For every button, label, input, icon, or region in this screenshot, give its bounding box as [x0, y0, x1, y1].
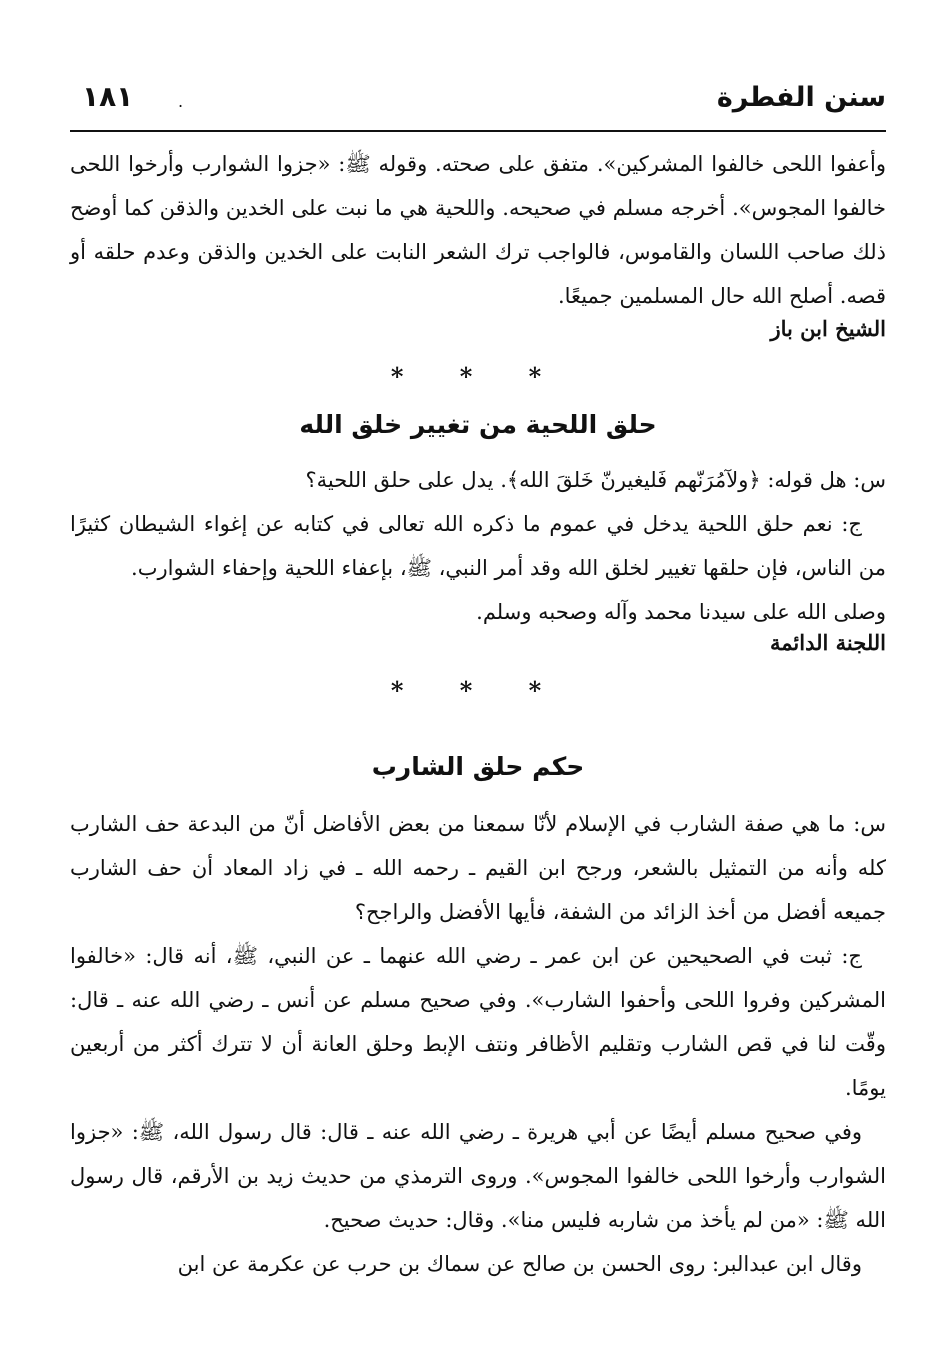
- paragraph-text: وفي صحيح مسلم أيضًا عن أبي هريرة ـ رضي الله عنه ـ قال: قال رسول الله، ﷺ: «جزوا الشوارب وأرخوا اللحى خالفوا المجوس». وروى الترمذي من حديث زيد بن الأرقم، قال رسول الله ﷺ: «من لم يأخذ من شاربه فليس منا». وقال: حديث صحيح.: [70, 1120, 886, 1232]
- separator-stars-2: * * *: [390, 676, 566, 705]
- question: س: ما هي صفة الشارب في الإسلام لأنّا سمعنا من بعض الأفاضل أنّ من البدعة حف الشارب كله وأنه من التمثيل بالشعر، ورجح ابن القيم ـ رحمه الله ـ في زاد المعاد أن حف الشارب جميعه أفضل من أخذ الزائد من الشفة، فأيها الأفضل والراجح؟: [70, 812, 886, 924]
- answer-text: ج: نعم حلق اللحية يدخل في عموم ما ذكره الله تعالى في كتابه عن إغواء الشيطان كثيرًا من الناس، فإن حلقها تغيير لخلق الله وقد أمر النبي، ﷺ، بإعفاء اللحية وإحفاء الشوارب.: [70, 512, 886, 580]
- answer: [70, 502, 886, 590]
- page-header: [70, 70, 886, 132]
- section-mustache: [70, 802, 886, 1286]
- answer: [70, 934, 886, 1110]
- header-dot: .: [178, 92, 184, 111]
- question: س: هل قوله: ﴿ولآمُرَنّهم فَليغيرنّ خَلقَ الله﴾. يدل على حلق اللحية؟: [305, 468, 886, 492]
- page-number: ١٨١: [82, 80, 134, 113]
- running-title: سنن الفطرة: [716, 82, 886, 113]
- signature-ibn-baz: الشيخ ابن باز: [770, 316, 886, 341]
- heading-shaving-beard: حلق اللحية من تغيير خلق الله: [299, 410, 657, 439]
- separator-stars: * * *: [390, 362, 566, 391]
- paragraph-text: وقال ابن عبدالبر: روى الحسن بن صالح عن سماك بن حرب عن عكرمة عن ابن: [177, 1252, 862, 1276]
- paragraph: وأعفوا اللحى خالفوا المشركين». متفق على صحته. وقوله ﷺ: «جزوا الشوارب وأرخوا اللحى خالفوا المجوس». أخرجه مسلم في صحيحه. واللحية هي ما نبت على الخدين والذقن كما أوضح ذلك صاحب اللسان والقاموس، فالواجب ترك الشعر النابت على الخدين والذقن وعدم حلقه أو قصه. أصلح الله حال المسلمين جميعًا.: [70, 152, 886, 308]
- answer-text: ج: ثبت في الصحيحين عن ابن عمر ـ رضي الله عنهما ـ عن النبي، ﷺ، أنه قال: «خالفوا المشركين وفروا اللحى وأحفوا الشارب». وفي صحيح مسلم عن أنس ـ رضي الله عنه ـ قال: وقّت لنا في قص الشارب وتقليم الأظافر ونتف الإبط وحلق العانة أن لا تترك أكثر من أربعين يومًا.: [70, 944, 886, 1100]
- heading-mustache-ruling: حكم حلق الشارب: [371, 752, 585, 781]
- section-beard-text: [70, 142, 886, 318]
- paragraph-ibn-abdulbarr: [70, 1242, 886, 1286]
- section-shaving-beard: [70, 458, 886, 634]
- signature-committee: اللجنة الدائمة: [770, 630, 886, 655]
- closing: وصلى الله على سيدنا محمد وآله وصحبه وسلم.: [476, 600, 886, 624]
- book-page: [70, 70, 886, 1300]
- paragraph-muslim: [70, 1110, 886, 1242]
